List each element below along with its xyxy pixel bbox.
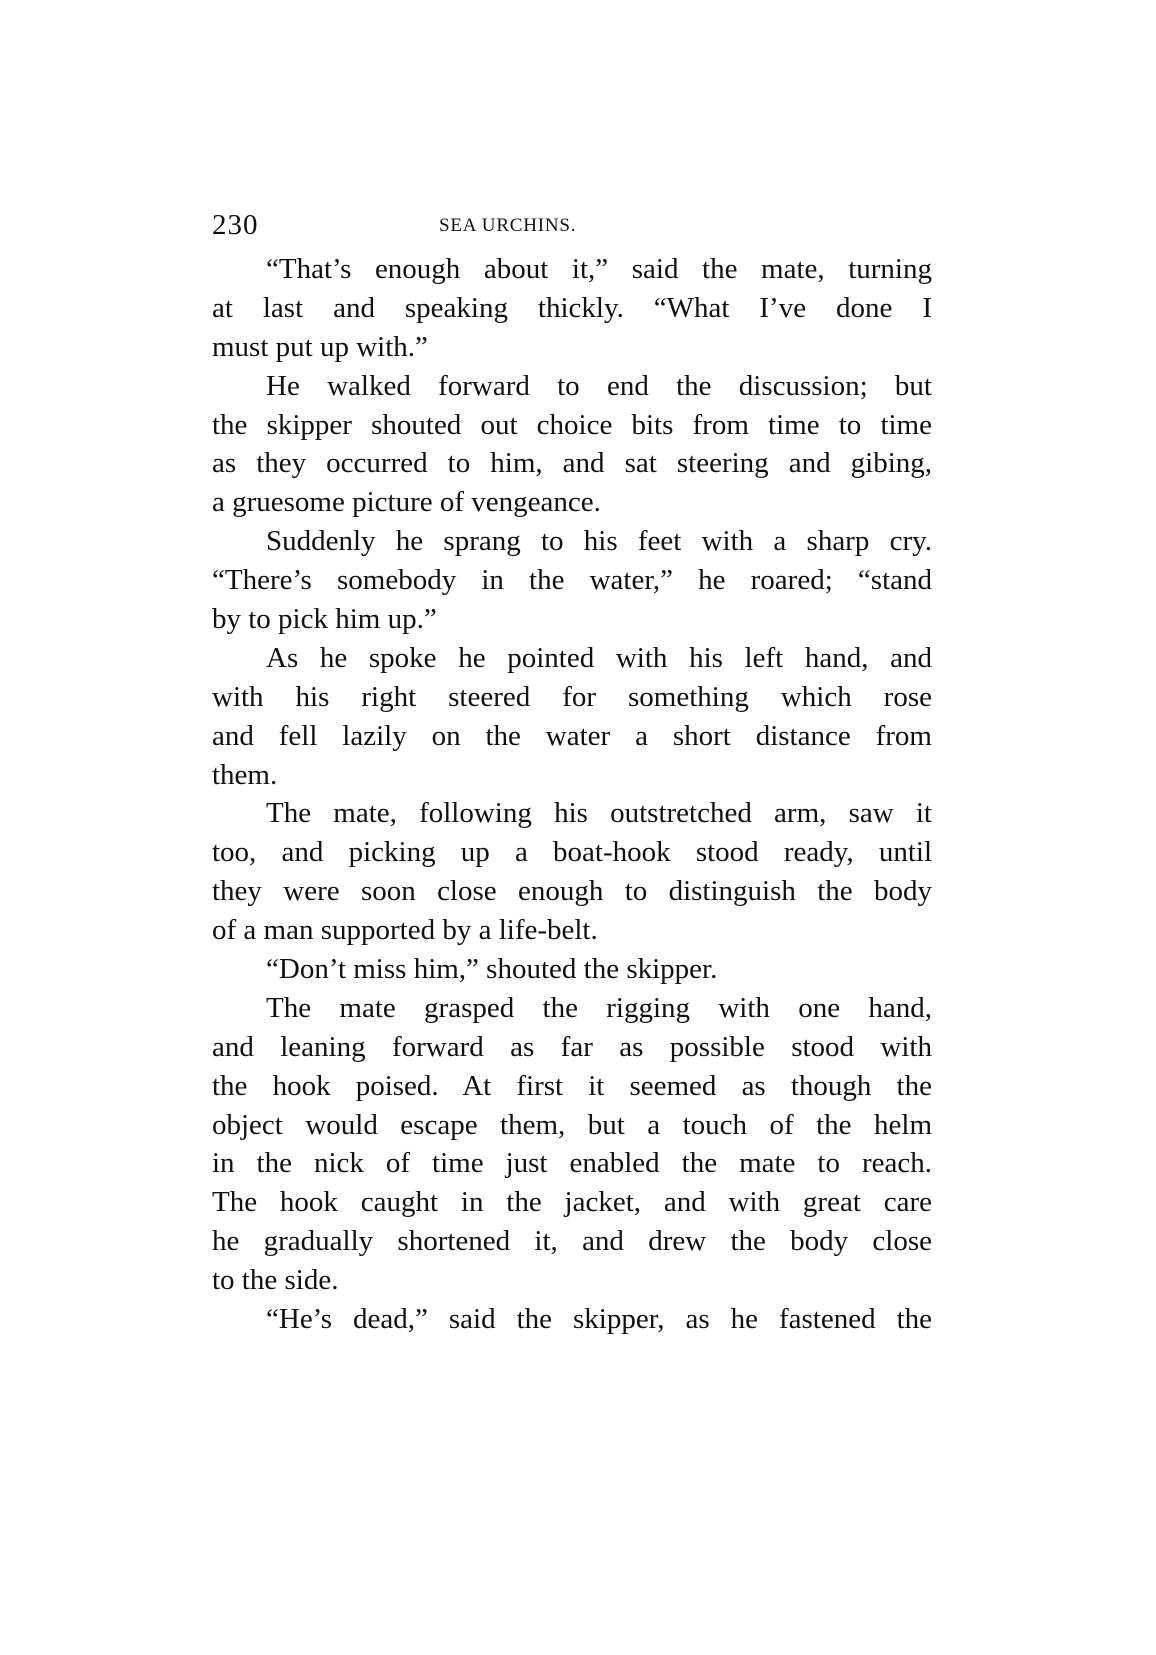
text-line: must put up with.” [212,330,428,363]
text-line: Suddenly he sprang to his feet with a sharp cry. [266,525,932,558]
text-line: “There’s somebody in the water,” he roared; “stand [212,564,932,597]
text-line: they were soon close enough to distinguish the body [212,875,932,908]
text-line: “That’s enough about it,” said the mate, turning [266,253,932,285]
body-text [212,250,932,1339]
text-line: as they occurred to him, and sat steering and gibing, [212,447,932,480]
text-line: too, and picking up a boat-hook stood ready, until [212,836,932,869]
text-line: He walked forward to end the discussion; but [266,369,932,402]
page-number: 230 [212,209,259,241]
text-line: “He’s dead,” said the skipper, as he fastened the [266,1303,932,1336]
text-line: of a man supported by a life-belt. [212,914,598,947]
text-line: he gradually shortened it, and drew the body close [212,1225,932,1258]
running-title: SEA URCHINS. [439,215,577,236]
text-line: by to pick him up.” [212,603,437,636]
text-line: the skipper shouted out choice bits from time to time [212,408,932,441]
text-line: at last and speaking thickly. “What I’ve done I [212,291,932,324]
text-line: “Don’t miss him,” shouted the skipper. [266,953,718,986]
text-line: and leaning forward as far as possible stood with [212,1030,932,1063]
text-line: with his right steered for something which rose [212,680,932,713]
text-line: The hook caught in the jacket, and with great care [212,1186,932,1219]
text-line: to the side. [212,1264,339,1297]
text-line: and fell lazily on the water a short distance from [212,719,932,752]
text-line: the hook poised. At first it seemed as though the [212,1069,932,1102]
text-line: in the nick of time just enabled the mate to reach. [212,1147,932,1180]
text-line: object would escape them, but a touch of the helm [212,1108,932,1141]
text-line: them. [212,758,278,791]
page-header [212,208,932,242]
text-line: The mate, following his outstretched arm, saw it [266,797,932,830]
text-line: As he spoke he pointed with his left hand, and [266,641,932,674]
text-line: a gruesome picture of vengeance. [212,486,601,519]
text-line: The mate grasped the rigging with one hand, [266,991,932,1024]
